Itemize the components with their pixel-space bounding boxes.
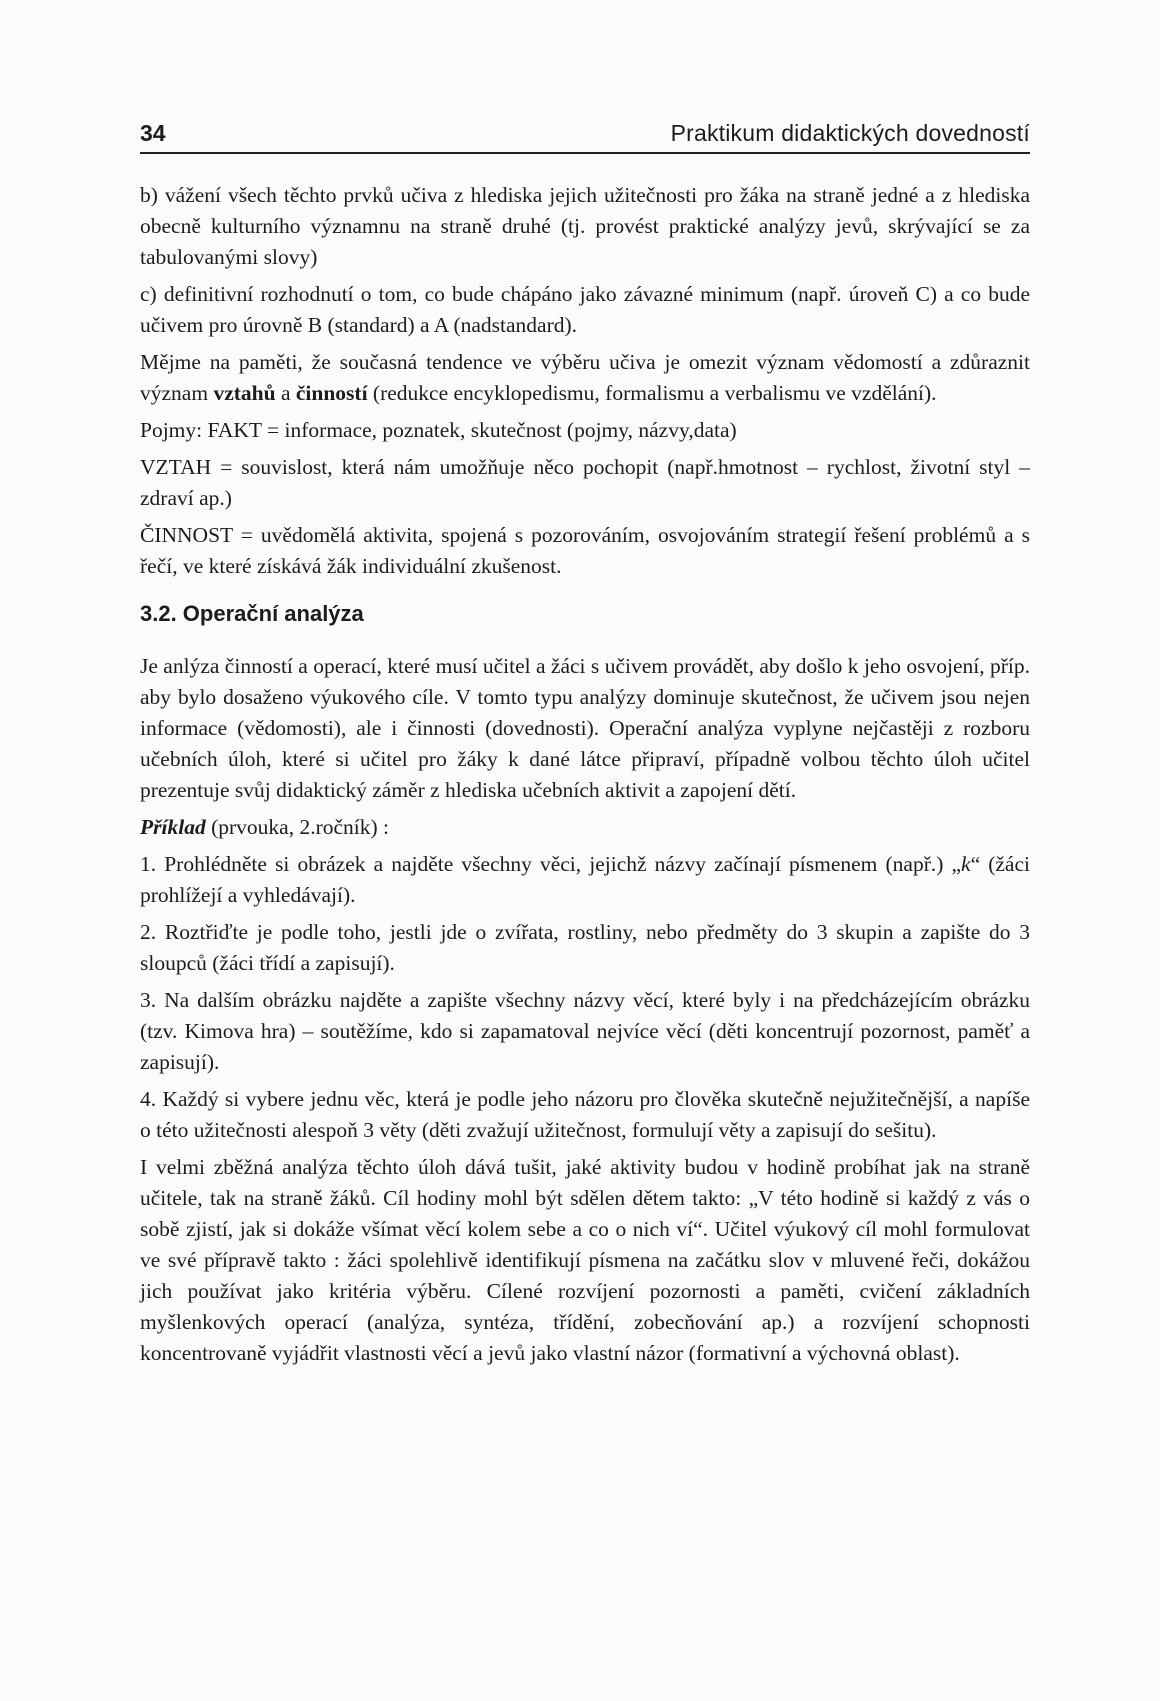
tendency-text-3: (redukce encyklopedismu, formalismu a verbalismu ve vzdělání). (367, 381, 937, 405)
term-cinnosti: činností (295, 381, 368, 405)
page-body (140, 180, 1030, 1375)
tendency-text-2: a (275, 381, 296, 405)
example-task-1 (140, 849, 1030, 911)
definition-fakt: Pojmy: FAKT = informace, poznatek, skutečnost (pojmy, názvy,data) (140, 418, 737, 442)
running-title: Praktikum didaktických dovedností (670, 120, 1030, 146)
task-1-text-b: “ (žáci prohlížejí a vyhledávají). (140, 852, 1030, 907)
example-title (140, 812, 1030, 843)
page-header (140, 118, 1030, 154)
section-heading: 3.2. Operační analýza (140, 601, 364, 626)
paragraph-summary: I velmi zběžná analýza těchto úloh dává tušit, jaké aktivity budou v hodině probíhat jak na straně učitele, tak na straně žáků. Cíl hodiny mohl být sdělen dětem takto: „V této hodině si každý z vás o sobě zjistí, jak si dokáže všímat věcí kolem sebe a co o nich ví“. Učitel výukový cíl mohl formulovat ve své přípravě takto : žáci spolehlivě identifikují písmena na začátku slov v mluvené řeči, dokážou jich používat jako kritéria výběru. Cílené rozvíjení pozornosti a paměti, cvičení základních myšlenkových operací (analýza, syntéza, třídění, zobecňování ap.) a rozvíjení schopnosti koncentrovaně vyjádřit vlastnosti věcí a jevů jako vlastní názor (formativní a výchovná oblast). (140, 1155, 1030, 1365)
example-task-2: 2. Roztřiďte je podle toho, jestli jde o zvířata, rostliny, nebo předměty do 3 skupin a zapište do 3 sloupců (žáci třídí a zapisují). (140, 920, 1030, 975)
example-subject: (prvouka, 2.ročník) : (205, 815, 389, 839)
definition-vztah: VZTAH = souvislost, která nám umožňuje něco pochopit (např.hmotnost – rychlost, životní styl – zdraví ap.) (140, 455, 1030, 510)
task-1-text-a: 1. Prohlédněte si obrázek a najděte všechny věci, jejichž názvy začínají písmenem (např.) „ (140, 852, 962, 876)
paragraph-tendency (140, 347, 1030, 409)
term-vztahu: vztahů (213, 381, 276, 405)
definition-cinnost: ČINNOST = uvědomělá aktivita, spojená s pozorováním, osvojováním strategií řešení problémů a s řečí, ve které získává žák individuální zkušenost. (140, 523, 1030, 578)
example-task-4: 4. Každý si vybere jednu věc, která je podle jeho názoru pro člověka skutečně nejužitečnější, a napíše o této užitečnosti alespoň 3 věty (děti zvažují užitečnost, formulují věty a zapisují do sešitu). (140, 1087, 1030, 1142)
task-1-letter: k (961, 852, 971, 876)
paragraph-c: c) definitivní rozhodnutí o tom, co bude chápáno jako závazné minimum (např. úroveň C) a co bude učivem pro úrovně B (standard) a A (nadstandard). (140, 282, 1030, 337)
example-task-3: 3. Na dalším obrázku najděte a zapište všechny názvy věcí, které byly i na předcházejícím obrázku (tzv. Kimova hra) – soutěžíme, kdo si zapamatoval nejvíce věcí (děti koncentrují pozornost, paměť a zapisují). (140, 988, 1030, 1074)
page-number: 34 (140, 120, 166, 146)
paragraph-operational-analysis: Je anlýza činností a operací, které musí učitel a žáci s učivem provádět, aby došlo k jeho osvojení, příp. aby bylo dosaženo výukového cíle. V tomto typu analýzy dominuje skutečnost, že učivem jsou nejen informace (vědomosti), ale i činnosti (dovednosti). Operační analýza vyplyne nejčastěji z rozboru učebních úloh, které si učitel pro žáky k dané látce připraví, případně volbou těchto úloh učitel prezentuje svůj didaktický záměr z hlediska učebních aktivit a zapojení dětí. (140, 654, 1030, 802)
tendency-text-1: Mějme na paměti, že současná tendence ve výběru učiva je omezit význam vědomostí a zdůraznit význam (140, 350, 1030, 405)
paragraph-b: b) vážení všech těchto prvků učiva z hlediska jejich užitečnosti pro žáka na straně jedné a z hlediska obecně kulturního významnu na straně druhé (tj. provést praktické analýzy jevů, skrývající se za tabulovanými slovy) (140, 183, 1030, 269)
example-label: Příklad (140, 815, 206, 839)
